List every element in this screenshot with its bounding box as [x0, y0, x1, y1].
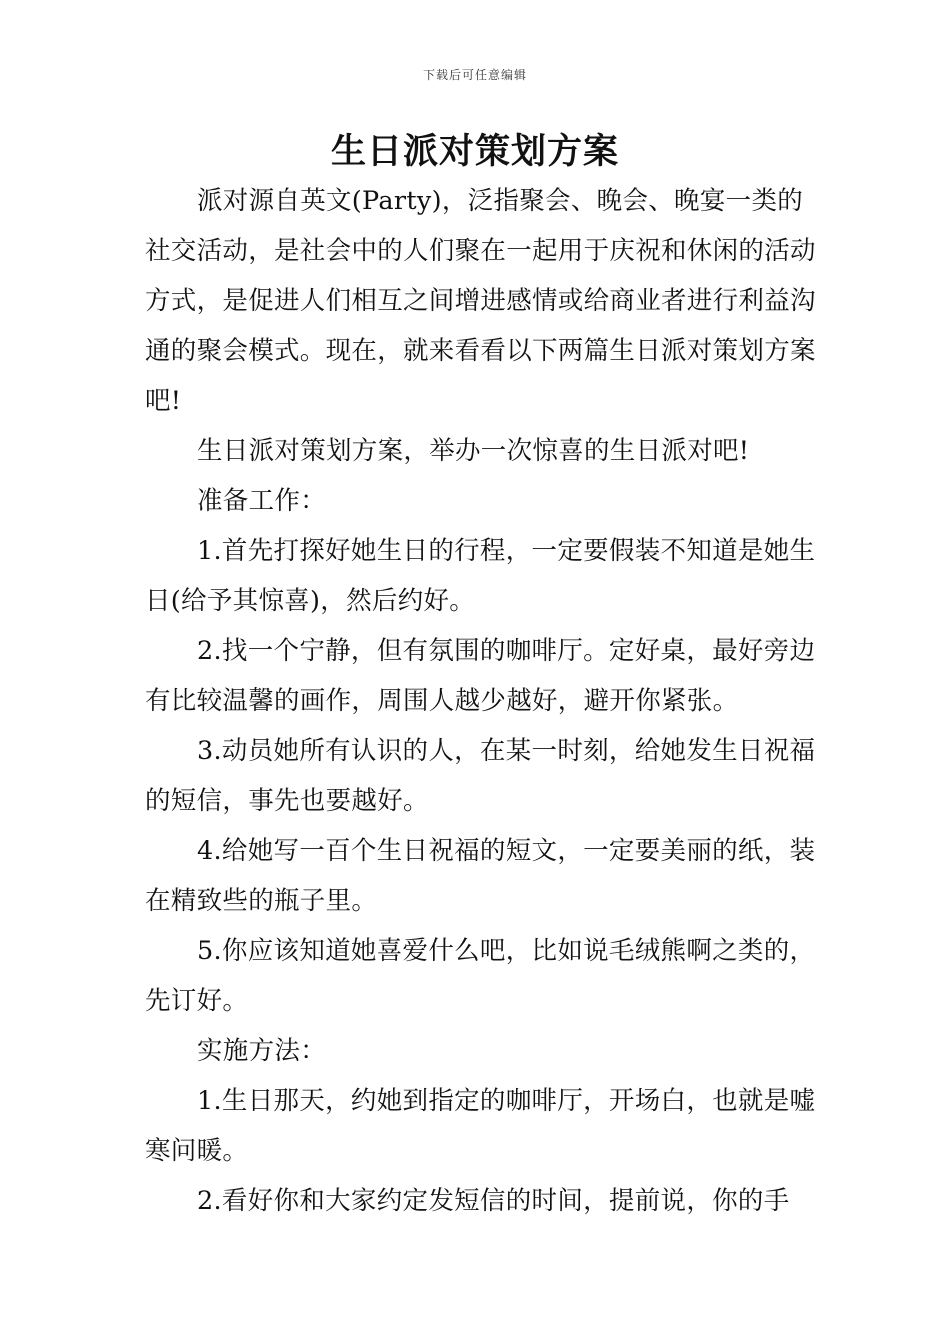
section-heading-preparation: 准备工作：	[197, 486, 327, 516]
preparation-step-3: 3.动员她所有认识的人，在某一时刻，给她发生日祝福的短信，事先也要越好。	[145, 736, 816, 816]
header-note: 下载后可任意编辑	[422, 68, 527, 82]
preparation-step-4: 4.给她写一百个生日祝福的短文，一定要美丽的纸，装在精致些的瓶子里。	[145, 836, 816, 916]
implementation-step-2: 2.看好你和大家约定发短信的时间，提前说，你的手	[197, 1186, 790, 1216]
paragraph-subtitle: 生日派对策划方案，举办一次惊喜的生日派对吧!	[197, 436, 750, 466]
implementation-step-1: 1.生日那天，约她到指定的咖啡厅，开场白，也就是嘘寒问暖。	[145, 1086, 816, 1166]
preparation-step-1: 1.首先打探好她生日的行程，一定要假装不知道是她生日(给予其惊喜)，然后约好。	[145, 536, 816, 616]
section-heading-implementation: 实施方法：	[197, 1036, 327, 1066]
document-title: 生日派对策划方案	[330, 132, 619, 172]
paragraph-intro: 派对源自英文(Party)，泛指聚会、晚会、晚宴一类的社交活动，是社会中的人们聚在一起用于庆祝和休闲的活动方式，是促进人们相互之间增进感情或给商业者进行利益沟通的聚会模式。现在，就来看看以下两篇生日派对策划方案吧!	[145, 186, 816, 416]
document-body	[145, 176, 820, 1226]
preparation-step-5: 5.你应该知道她喜爱什么吧，比如说毛绒熊啊之类的，先订好。	[145, 936, 816, 1016]
preparation-step-2: 2.找一个宁静，但有氛围的咖啡厅。定好桌，最好旁边有比较温馨的画作，周围人越少越好，避开你紧张。	[145, 636, 816, 716]
